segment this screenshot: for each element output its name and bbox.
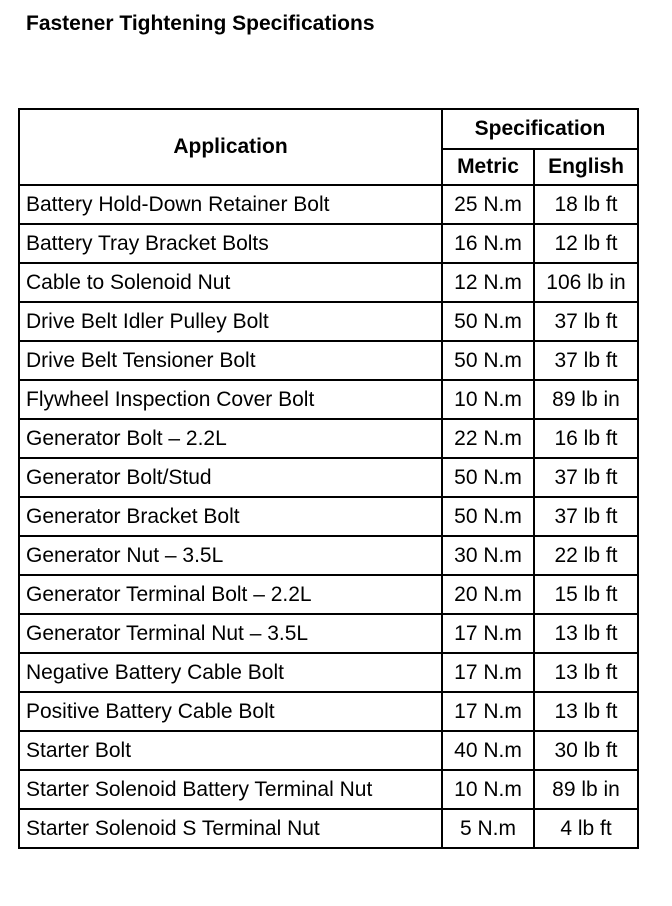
header-application: Application [19, 109, 442, 185]
header-metric: Metric [442, 149, 534, 185]
table-row [19, 458, 638, 497]
english-cell: 37 lb ft [534, 302, 638, 341]
metric-cell: 17 N.m [442, 653, 534, 692]
metric-cell: 30 N.m [442, 536, 534, 575]
application-cell: Generator Nut – 3.5L [19, 536, 442, 575]
application-cell: Drive Belt Tensioner Bolt [19, 341, 442, 380]
application-cell: Starter Bolt [19, 731, 442, 770]
metric-cell: 17 N.m [442, 692, 534, 731]
english-cell: 37 lb ft [534, 497, 638, 536]
english-cell: 13 lb ft [534, 614, 638, 653]
application-cell: Battery Tray Bracket Bolts [19, 224, 442, 263]
application-cell: Flywheel Inspection Cover Bolt [19, 380, 442, 419]
table-row [19, 536, 638, 575]
table-row [19, 575, 638, 614]
application-cell: Negative Battery Cable Bolt [19, 653, 442, 692]
english-cell: 4 lb ft [534, 809, 638, 848]
table-row [19, 653, 638, 692]
metric-cell: 17 N.m [442, 614, 534, 653]
application-cell: Starter Solenoid S Terminal Nut [19, 809, 442, 848]
application-cell: Generator Bracket Bolt [19, 497, 442, 536]
metric-cell: 50 N.m [442, 341, 534, 380]
header-specification: Specification [442, 109, 638, 149]
metric-cell: 25 N.m [442, 185, 534, 224]
application-cell: Generator Bolt – 2.2L [19, 419, 442, 458]
table-row [19, 263, 638, 302]
application-cell: Generator Terminal Bolt – 2.2L [19, 575, 442, 614]
metric-cell: 50 N.m [442, 458, 534, 497]
application-cell: Generator Terminal Nut – 3.5L [19, 614, 442, 653]
application-cell: Starter Solenoid Battery Terminal Nut [19, 770, 442, 809]
application-cell: Cable to Solenoid Nut [19, 263, 442, 302]
english-cell: 37 lb ft [534, 341, 638, 380]
table-row [19, 302, 638, 341]
metric-cell: 40 N.m [442, 731, 534, 770]
metric-cell: 22 N.m [442, 419, 534, 458]
metric-cell: 10 N.m [442, 380, 534, 419]
header-english: English [534, 149, 638, 185]
torque-spec-table [18, 108, 639, 849]
table-row [19, 380, 638, 419]
english-cell: 22 lb ft [534, 536, 638, 575]
metric-cell: 5 N.m [442, 809, 534, 848]
english-cell: 18 lb ft [534, 185, 638, 224]
application-cell: Drive Belt Idler Pulley Bolt [19, 302, 442, 341]
table-body [19, 185, 638, 848]
table-row [19, 614, 638, 653]
metric-cell: 50 N.m [442, 302, 534, 341]
metric-cell: 50 N.m [442, 497, 534, 536]
table-row [19, 224, 638, 263]
english-cell: 37 lb ft [534, 458, 638, 497]
application-cell: Battery Hold-Down Retainer Bolt [19, 185, 442, 224]
english-cell: 89 lb in [534, 380, 638, 419]
page-title: Fastener Tightening Specifications [26, 12, 375, 35]
metric-cell: 16 N.m [442, 224, 534, 263]
metric-cell: 20 N.m [442, 575, 534, 614]
table-row [19, 497, 638, 536]
metric-cell: 12 N.m [442, 263, 534, 302]
table-row [19, 770, 638, 809]
english-cell: 15 lb ft [534, 575, 638, 614]
english-cell: 106 lb in [534, 263, 638, 302]
metric-cell: 10 N.m [442, 770, 534, 809]
english-cell: 13 lb ft [534, 653, 638, 692]
table-row [19, 419, 638, 458]
table-row [19, 341, 638, 380]
application-cell: Generator Bolt/Stud [19, 458, 442, 497]
english-cell: 12 lb ft [534, 224, 638, 263]
english-cell: 89 lb in [534, 770, 638, 809]
table-row [19, 809, 638, 848]
table-row [19, 692, 638, 731]
application-cell: Positive Battery Cable Bolt [19, 692, 442, 731]
english-cell: 30 lb ft [534, 731, 638, 770]
table-row [19, 185, 638, 224]
english-cell: 16 lb ft [534, 419, 638, 458]
table-row [19, 731, 638, 770]
english-cell: 13 lb ft [534, 692, 638, 731]
